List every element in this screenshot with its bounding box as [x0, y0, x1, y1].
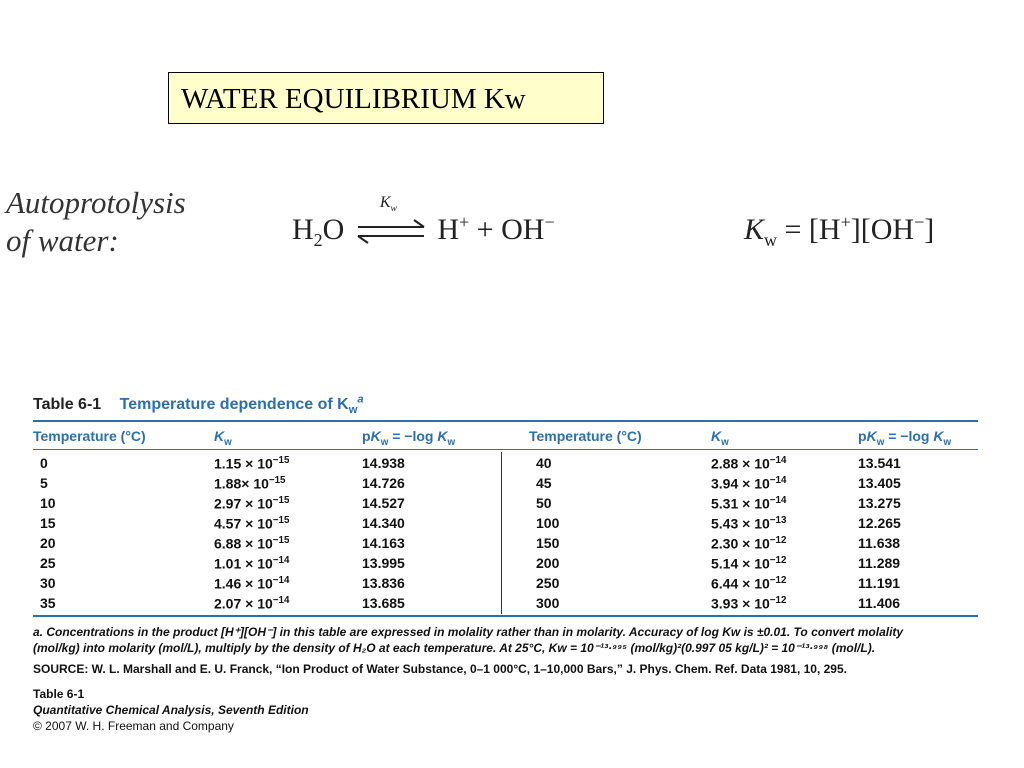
- kw-cell: $3.93 \times 10^{-12}$: [711, 595, 787, 612]
- temperature-cell: 15: [40, 515, 56, 531]
- header-kw-left: $K_w$: [214, 428, 232, 448]
- kw-cell: $1.88\times 10^{-15}$: [214, 475, 286, 492]
- pkw-cell: 13.275: [858, 495, 901, 511]
- table-footnote-line1: a. Concentrations in the product [H⁺][OH⁻] in this table are expressed in molality rather than in molarity. Accuracy of log Kw is ±0.01. To convert molality: [33, 625, 904, 639]
- kw-cell: $2.97 \times 10^{-15}$: [214, 495, 290, 512]
- product-oh: OH−: [501, 212, 555, 246]
- pkw-cell: 13.541: [858, 455, 901, 471]
- slide-title: WATER EQUILIBRIUM Kw: [168, 72, 604, 124]
- table-source: SOURCE: W. L. Marshall and E. U. Franck, “Ion Product of Water Substance, 0–1 000°C, 1–10,000 Bars,” J. Phys. Chem. Ref. Data 1981, 10, 295.: [33, 662, 847, 676]
- temperature-cell: 50: [536, 495, 552, 511]
- header-pkw-left: $pK_w = -\log$ $K_w$: [362, 428, 456, 448]
- pkw-cell: 14.527: [362, 495, 405, 511]
- table-bottom-rule: [33, 615, 978, 617]
- header-temperature-right: Temperature (°C): [529, 428, 642, 444]
- kw-cell: $2.88 \times 10^{-14}$: [711, 455, 787, 472]
- table-title: Temperature dependence of $K_w^a$: [119, 394, 364, 417]
- kw-cell: $5.14 \times 10^{-12}$: [711, 555, 787, 572]
- kw-cell: $1.15 \times 10^{-15}$: [214, 455, 290, 472]
- pkw-cell: 13.995: [362, 555, 405, 571]
- credit-copyright: © 2007 W. H. Freeman and Company: [33, 719, 234, 733]
- equilibrium-arrow-icon: [352, 194, 430, 252]
- kw-cell: $2.30 \times 10^{-12}$: [711, 535, 787, 552]
- pkw-cell: 13.405: [858, 475, 901, 491]
- equation-label: [6, 184, 186, 260]
- header-kw-right: $K_w$: [711, 428, 729, 448]
- temperature-cell: 250: [536, 575, 560, 591]
- pkw-cell: 14.163: [362, 535, 405, 551]
- temperature-cell: 25: [40, 555, 56, 571]
- pkw-cell: 14.726: [362, 475, 405, 491]
- product-h: H+: [437, 212, 470, 246]
- temperature-cell: 35: [40, 595, 56, 611]
- temperature-cell: 300: [536, 595, 560, 611]
- header-pkw-right: $pK_w = -\log$ $K_w$: [858, 428, 952, 448]
- table-caption: [33, 394, 364, 417]
- kw-cell: $5.31 \times 10^{-14}$: [711, 495, 787, 512]
- temperature-cell: 0: [40, 455, 48, 471]
- arrow-label: $K_w$: [379, 194, 397, 215]
- kw-cell: $1.46 \times 10^{-14}$: [214, 575, 290, 592]
- temperature-cell: 45: [536, 475, 552, 491]
- pkw-cell: 14.938: [362, 455, 405, 471]
- temperature-cell: 30: [40, 575, 56, 591]
- pkw-cell: 14.340: [362, 515, 405, 531]
- kw-cell: $1.01 \times 10^{-14}$: [214, 555, 290, 572]
- kw-cell: $3.94 \times 10^{-14}$: [711, 475, 787, 492]
- temperature-cell: 100: [536, 515, 560, 531]
- table-number: Table 6-1: [33, 396, 102, 414]
- kw-cell: $4.57 \times 10^{-15}$: [214, 515, 290, 532]
- temperature-cell: 150: [536, 535, 560, 551]
- pkw-cell: 13.685: [362, 595, 405, 611]
- kw-cell: $2.07 \times 10^{-14}$: [214, 595, 290, 612]
- pkw-cell: 11.406: [858, 595, 901, 611]
- table-header-rule: [33, 449, 978, 450]
- table-top-rule: [33, 420, 978, 422]
- credit-book-title: Quantitative Chemical Analysis, Seventh Edition: [33, 703, 309, 717]
- kw-cell: $5.43 \times 10^{-13}$: [711, 515, 787, 532]
- temperature-cell: 40: [536, 455, 552, 471]
- equation-label-line1: Autoprotolysis: [6, 185, 186, 220]
- temperature-cell: 5: [40, 475, 48, 491]
- equation-label-line2: of water:: [6, 223, 119, 258]
- credit-table-number: Table 6-1: [33, 687, 85, 701]
- table-footnote-line2: (mol/kg) into molarity (mol/L), multiply by the density of H₂O at each temperature. At 25°C, Kw = 10⁻¹³·⁹⁹⁵ (mol/kg)²(0.997 05 kg/L)² = 10⁻¹³·⁹⁹⁸ (mol/L).: [33, 641, 876, 655]
- kw-expression: $K_w = [H^+][OH^-]$: [744, 212, 935, 250]
- reaction-equation: [292, 194, 555, 252]
- temperature-cell: 10: [40, 495, 56, 511]
- pkw-cell: 13.836: [362, 575, 405, 591]
- reactant: $H_2O$: [292, 213, 345, 250]
- kw-cell: $6.88 \times 10^{-15}$: [214, 535, 290, 552]
- pkw-cell: 11.191: [858, 575, 901, 591]
- temperature-cell: 200: [536, 555, 560, 571]
- temperature-cell: 20: [40, 535, 56, 551]
- plus-sign: +: [476, 213, 494, 246]
- table-column-divider: [501, 452, 502, 614]
- pkw-cell: 11.638: [858, 535, 901, 551]
- pkw-cell: 11.289: [858, 555, 901, 571]
- pkw-cell: 12.265: [858, 515, 901, 531]
- header-temperature-left: Temperature (°C): [33, 428, 146, 444]
- kw-cell: $6.44 \times 10^{-12}$: [711, 575, 787, 592]
